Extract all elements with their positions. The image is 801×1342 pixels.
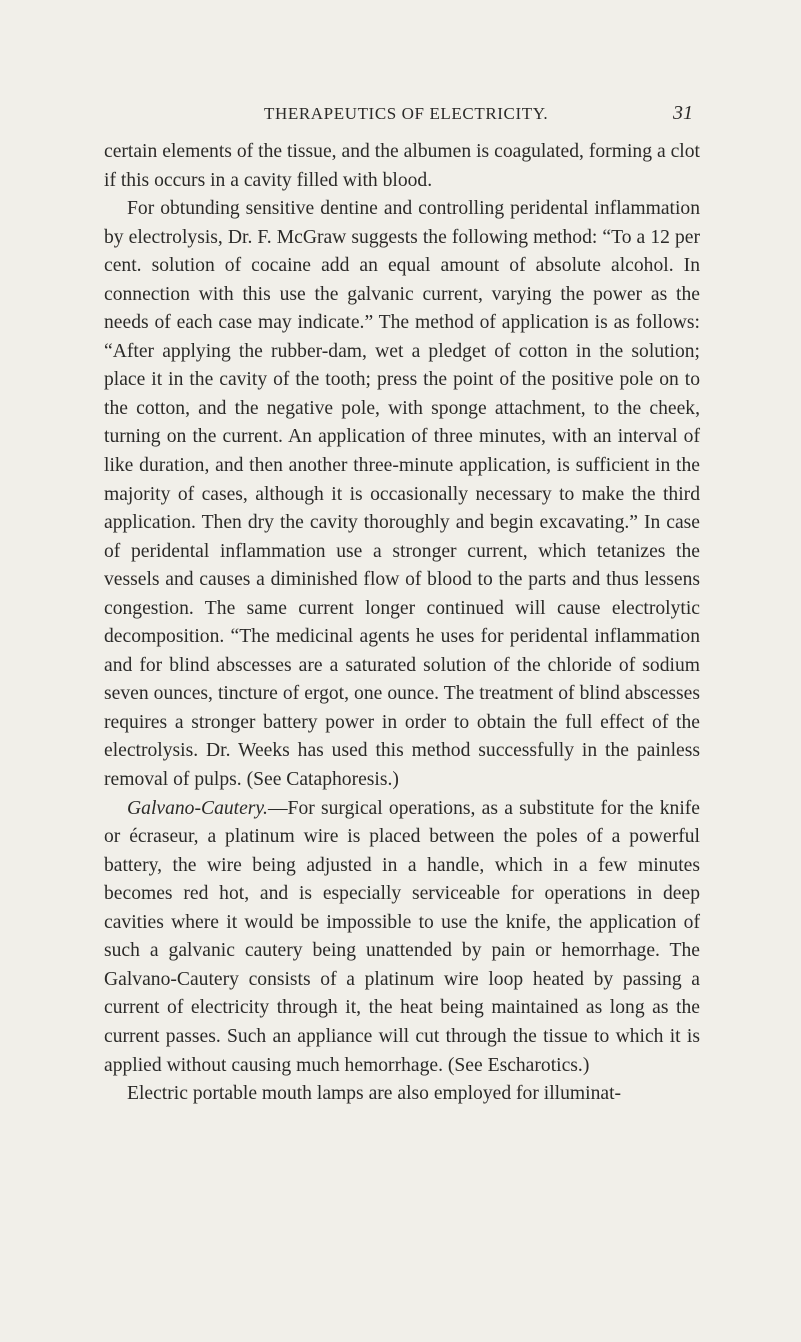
- paragraph-continued: certain elements of the tissue, and the albumen is coagulated, forming a clot if this occurs in a cavity filled with blood.: [104, 141, 700, 191]
- body-text: [104, 138, 700, 1109]
- section-heading-galvano-cautery: Galvano-Cautery.: [127, 797, 268, 819]
- paragraph-mouth-lamps: Electric portable mouth lamps are also employed for illuminat-: [127, 1083, 622, 1105]
- paragraph-galvano-cautery: [104, 795, 700, 1080]
- page-number: 31: [673, 102, 693, 124]
- galvano-cautery-text: —For surgical operations, as a substitute for the knife or écraseur, a platinum wire is placed between the poles of a powerful battery, the wire being adjusted in a handle, which in a few minutes becomes red hot, and is especially serviceable for operations in deep cavities where it would be impossible to use the knife, the application of such a galvanic cautery being unattended by pain or hemorrhage. The Galvano-Cautery consists of a platinum wire loop heated by passing a current of electricity through it, the heat being maintained as long as the current passes. Such an appliance will cut through the tissue to which it is applied without causing much hemorrhage. (See Escharotics.): [104, 797, 700, 1076]
- running-head: THERAPEUTICS OF ELECTRICITY.: [264, 104, 549, 123]
- paragraph-electrolysis-method: For obtunding sensitive dentine and controlling peridental inflammation by electrolysis, Dr. F. McGraw suggests the following method: “To a 12 per cent. solution of cocaine add an equal amount of absolute alcohol. In connection with this use the galvanic current, varying the power as the needs of each case may indicate.” The method of application is as follows: “After applying the rubber-dam, wet a pledget of cotton in the solution; place it in the cavity of the tooth; press the point of the positive pole on to the cotton, and the negative pole, with sponge attachment, to the cheek, turning on the current. An application of three minutes, with an interval of like duration, and then another three-minute application, is sufficient in the majority of cases, although it is occasionally necessary to make the third application. Then dry the cavity thoroughly and begin excavating.” In case of peridental inflammation use a stronger current, which tetanizes the vessels and causes a diminished flow of blood to the parts and thus lessens congestion. The same current longer continued will cause electrolytic decomposition. “The medicinal agents he uses for peridental inflammation and for blind abscesses are a saturated solution of the chloride of sodium seven ounces, tincture of ergot, one ounce. The treatment of blind abscesses requires a stronger battery power in order to obtain the full effect of the electrolysis. Dr. Weeks has used this method successfully in the painless removal of pulps. (See Cataphoresis.): [104, 198, 700, 791]
